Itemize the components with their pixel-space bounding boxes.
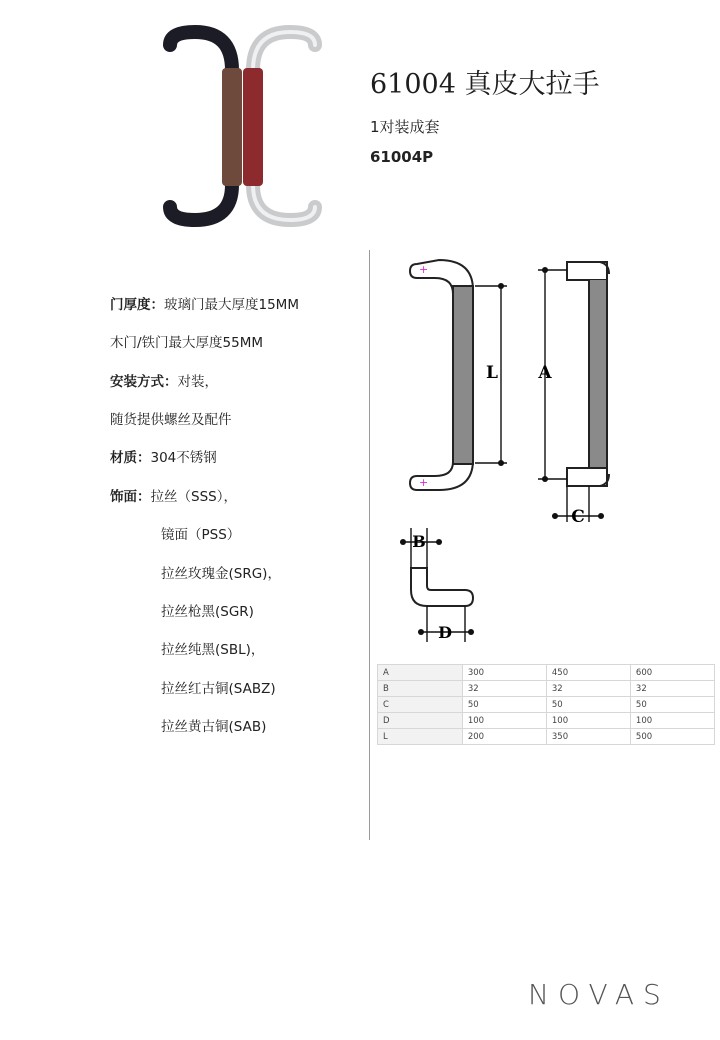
spec-installation — [110, 370, 218, 390]
table-cell: C — [378, 697, 463, 713]
table-cell: L — [378, 729, 463, 745]
label-L: L — [486, 363, 498, 383]
side-view — [567, 262, 609, 486]
spec-material — [110, 446, 217, 466]
table-cell: 100 — [630, 713, 714, 729]
table-cell: 50 — [630, 697, 714, 713]
brand-logo: NOVAS — [528, 978, 670, 1011]
finish-item: 镜面（PSS） — [161, 527, 241, 543]
table-cell: 100 — [546, 713, 630, 729]
silver-handle-image — [243, 32, 315, 220]
table-cell: 450 — [546, 665, 630, 681]
spec-value: 木门/铁门最大厚度55MM — [110, 335, 264, 351]
spec-label: 材质： — [110, 450, 151, 466]
vertical-divider — [369, 250, 370, 840]
marker-top: + — [419, 263, 429, 276]
finish-item: 拉丝枪黑(SGR) — [161, 604, 254, 620]
finish-item: 拉丝纯黑(SBL)， — [161, 642, 265, 658]
label-D: D — [438, 623, 452, 642]
table-cell: 32 — [630, 681, 714, 697]
front-view — [410, 260, 473, 490]
label-A: A — [538, 363, 552, 383]
table-cell: D — [378, 713, 463, 729]
spec-value: 304不锈钢 — [150, 450, 217, 466]
product-code: 61004P — [370, 148, 434, 166]
product-title: 61004 真皮大拉手 — [370, 69, 600, 100]
spec-wood-door — [110, 331, 263, 351]
spec-accessories — [110, 408, 232, 428]
product-photo — [150, 20, 335, 235]
table-cell: 200 — [462, 729, 546, 745]
table-cell: 32 — [462, 681, 546, 697]
product-subtitle: 1对装成套 — [370, 118, 440, 136]
finish-item: 拉丝黄古铜(SAB) — [161, 719, 267, 735]
finish-item: 拉丝玫瑰金(SRG)， — [161, 566, 281, 582]
table-cell: 350 — [546, 729, 630, 745]
table-cell: 500 — [630, 729, 714, 745]
table-row — [378, 713, 715, 729]
spec-door-thickness — [110, 293, 299, 313]
spec-label: 门厚度： — [110, 297, 164, 313]
table-cell: 32 — [546, 681, 630, 697]
spec-value: 拉丝（SSS）， — [150, 489, 237, 505]
spec-value: 随货提供螺丝及配件 — [110, 412, 232, 428]
spec-finish — [110, 485, 237, 505]
table-row — [378, 729, 715, 745]
finish-item: 拉丝红古铜(SABZ) — [161, 681, 276, 697]
spec-label: 饰面： — [110, 489, 151, 505]
table-cell: 50 — [462, 697, 546, 713]
table-cell: B — [378, 681, 463, 697]
spec-value: 对装， — [177, 374, 218, 390]
section-view — [411, 568, 473, 606]
spec-value: 玻璃门最大厚度15MM — [164, 297, 299, 313]
table-cell: 100 — [462, 713, 546, 729]
table-row — [378, 697, 715, 713]
dimension-drawing — [395, 250, 635, 650]
table-row — [378, 681, 715, 697]
table-cell: 600 — [630, 665, 714, 681]
spec-label: 安装方式： — [110, 374, 178, 390]
table-cell: 50 — [546, 697, 630, 713]
label-C: C — [571, 507, 585, 527]
label-B: B — [412, 532, 426, 551]
black-handle-image — [170, 32, 242, 220]
table-cell: 300 — [462, 665, 546, 681]
table-cell: A — [378, 665, 463, 681]
marker-bottom: + — [419, 476, 429, 489]
table-row — [378, 665, 715, 681]
dimension-table — [377, 664, 715, 745]
